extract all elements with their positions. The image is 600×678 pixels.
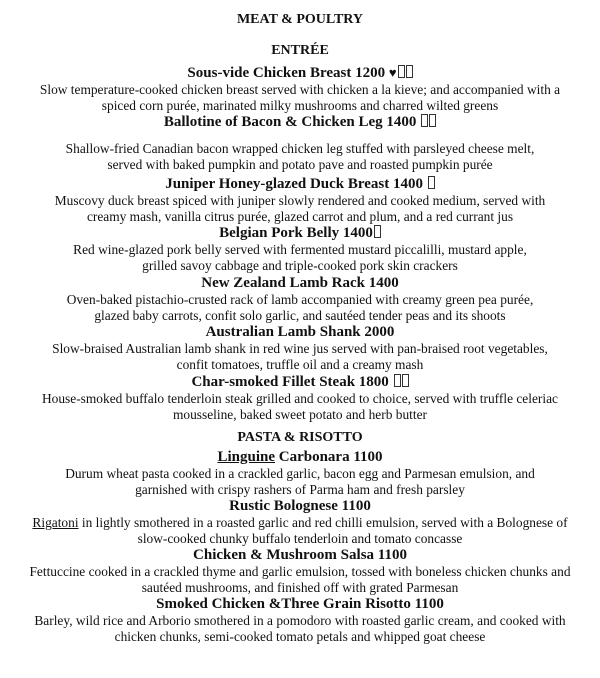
missing-glyph-icon: [421, 114, 428, 127]
item-description: Slow temperature-cooked chicken breast served with chicken a la kieve; and accompanied with a: [39, 82, 561, 97]
item-description-underlined: Rigatoni: [32, 515, 79, 530]
section-heading-meat-poultry: MEAT & POULTRY: [236, 12, 364, 27]
menu-item: [0, 64, 600, 113]
missing-glyph-icon: [429, 114, 436, 127]
menu-item: [0, 113, 600, 172]
item-description: in lightly smothered in a roasted garlic and red chilli emulsion, served with a Bolognese of: [78, 515, 568, 530]
section-heading-entree: ENTRÉE: [271, 43, 329, 58]
item-description: Muscovy duck breast spiced with juniper slowly rendered and cooked medium, served with: [54, 193, 546, 208]
item-description: Shallow-fried Canadian bacon wrapped chicken leg stuffed with parsleyed cheese melt,: [65, 141, 535, 156]
item-title: Ballotine of Bacon & Chicken Leg 1400: [163, 114, 417, 130]
menu-item: [0, 448, 600, 497]
item-description: grilled savoy cabbage and triple-cooked pork skin crackers: [142, 257, 458, 273]
item-title-underlined: Linguine: [217, 449, 275, 465]
item-description: Slow-braised Australian lamb shank in red wine jus served with pan-braised root vegetables,: [52, 341, 548, 356]
item-description: garnished with crispy rashers of Parma ham and fresh parsley: [135, 481, 465, 497]
item-title: Rustic Bolognese 1100: [229, 498, 371, 514]
missing-glyph-icon: [398, 65, 405, 78]
item-title: Smoked Chicken &Three Grain Risotto 1100: [156, 596, 444, 612]
menu-item: [0, 546, 600, 595]
item-title: Char-smoked Fillet Steak 1800: [191, 374, 389, 390]
heart-icon: ♥: [388, 65, 397, 80]
item-description: Durum wheat pasta cooked in a crackled garlic, bacon egg and Parmesan emulsion, and: [65, 466, 535, 481]
missing-glyph-icon: [428, 176, 435, 189]
item-description: spiced corn purée, marinated milky mushrooms and charred wilted greens: [101, 97, 499, 113]
item-title: Australian Lamb Shank 2000: [205, 324, 395, 340]
menu-item: [0, 595, 600, 644]
menu-item: [0, 224, 600, 273]
item-description: mousseline, baked sweet potato and herb butter: [173, 406, 427, 422]
section-heading-pasta-risotto: PASTA & RISOTTO: [237, 430, 363, 445]
missing-glyph-icon: [394, 374, 401, 387]
item-title: Sous-vide Chicken Breast 1200: [187, 65, 386, 81]
item-description: confit tomatoes, truffle oil and a creamy mash: [176, 356, 424, 372]
item-title: New Zealand Lamb Rack 1400: [201, 275, 399, 291]
item-description: chicken chunks, semi-cooked tomato petals and whipped goat cheese: [114, 628, 486, 644]
item-title: Juniper Honey-glazed Duck Breast 1400: [165, 176, 424, 192]
menu-item: [0, 497, 600, 546]
item-description: Barley, wild rice and Arborio smothered in a pomodoro with roasted garlic cream, and cooked with: [34, 613, 566, 628]
item-description: sautéed mushrooms, and finished off with grated Parmesan: [141, 579, 459, 595]
item-description: House-smoked buffalo tenderloin steak grilled and cooked to choice, served with truffle celeriac: [42, 391, 558, 406]
missing-glyph-icon: [406, 65, 413, 78]
menu-item: [0, 175, 600, 224]
item-description: Red wine-glazed pork belly served with fermented mustard piccalilli, mustard apple,: [73, 242, 527, 257]
item-description: slow-cooked chunky buffalo tenderloin and tomato concasse: [137, 530, 463, 546]
item-description: Oven-baked pistachio-crusted rack of lamb accompanied with creamy green pea purée,: [66, 292, 534, 307]
item-title: Belgian Pork Belly 1400: [219, 225, 373, 241]
item-description: served with baked pumpkin and potato pave and roasted pumpkin purée: [107, 156, 493, 172]
missing-glyph-icon: [402, 374, 409, 387]
item-description: creamy mash, vanilla citrus purée, glazed carrot and plum, and a red currant jus: [86, 208, 514, 224]
menu-item: [0, 274, 600, 323]
item-title: Carbonara 1100: [275, 449, 383, 465]
missing-glyph-icon: [374, 225, 381, 238]
item-description: Fettuccine cooked in a crackled thyme and garlic emulsion, tossed with boneless chicken chunks and: [29, 564, 571, 579]
menu-item: [0, 373, 600, 422]
item-title: Chicken & Mushroom Salsa 1100: [193, 547, 407, 563]
item-description: glazed baby carrots, confit solo garlic, and sautéed tender peas and its shoots: [94, 307, 506, 323]
menu-item: [0, 323, 600, 372]
